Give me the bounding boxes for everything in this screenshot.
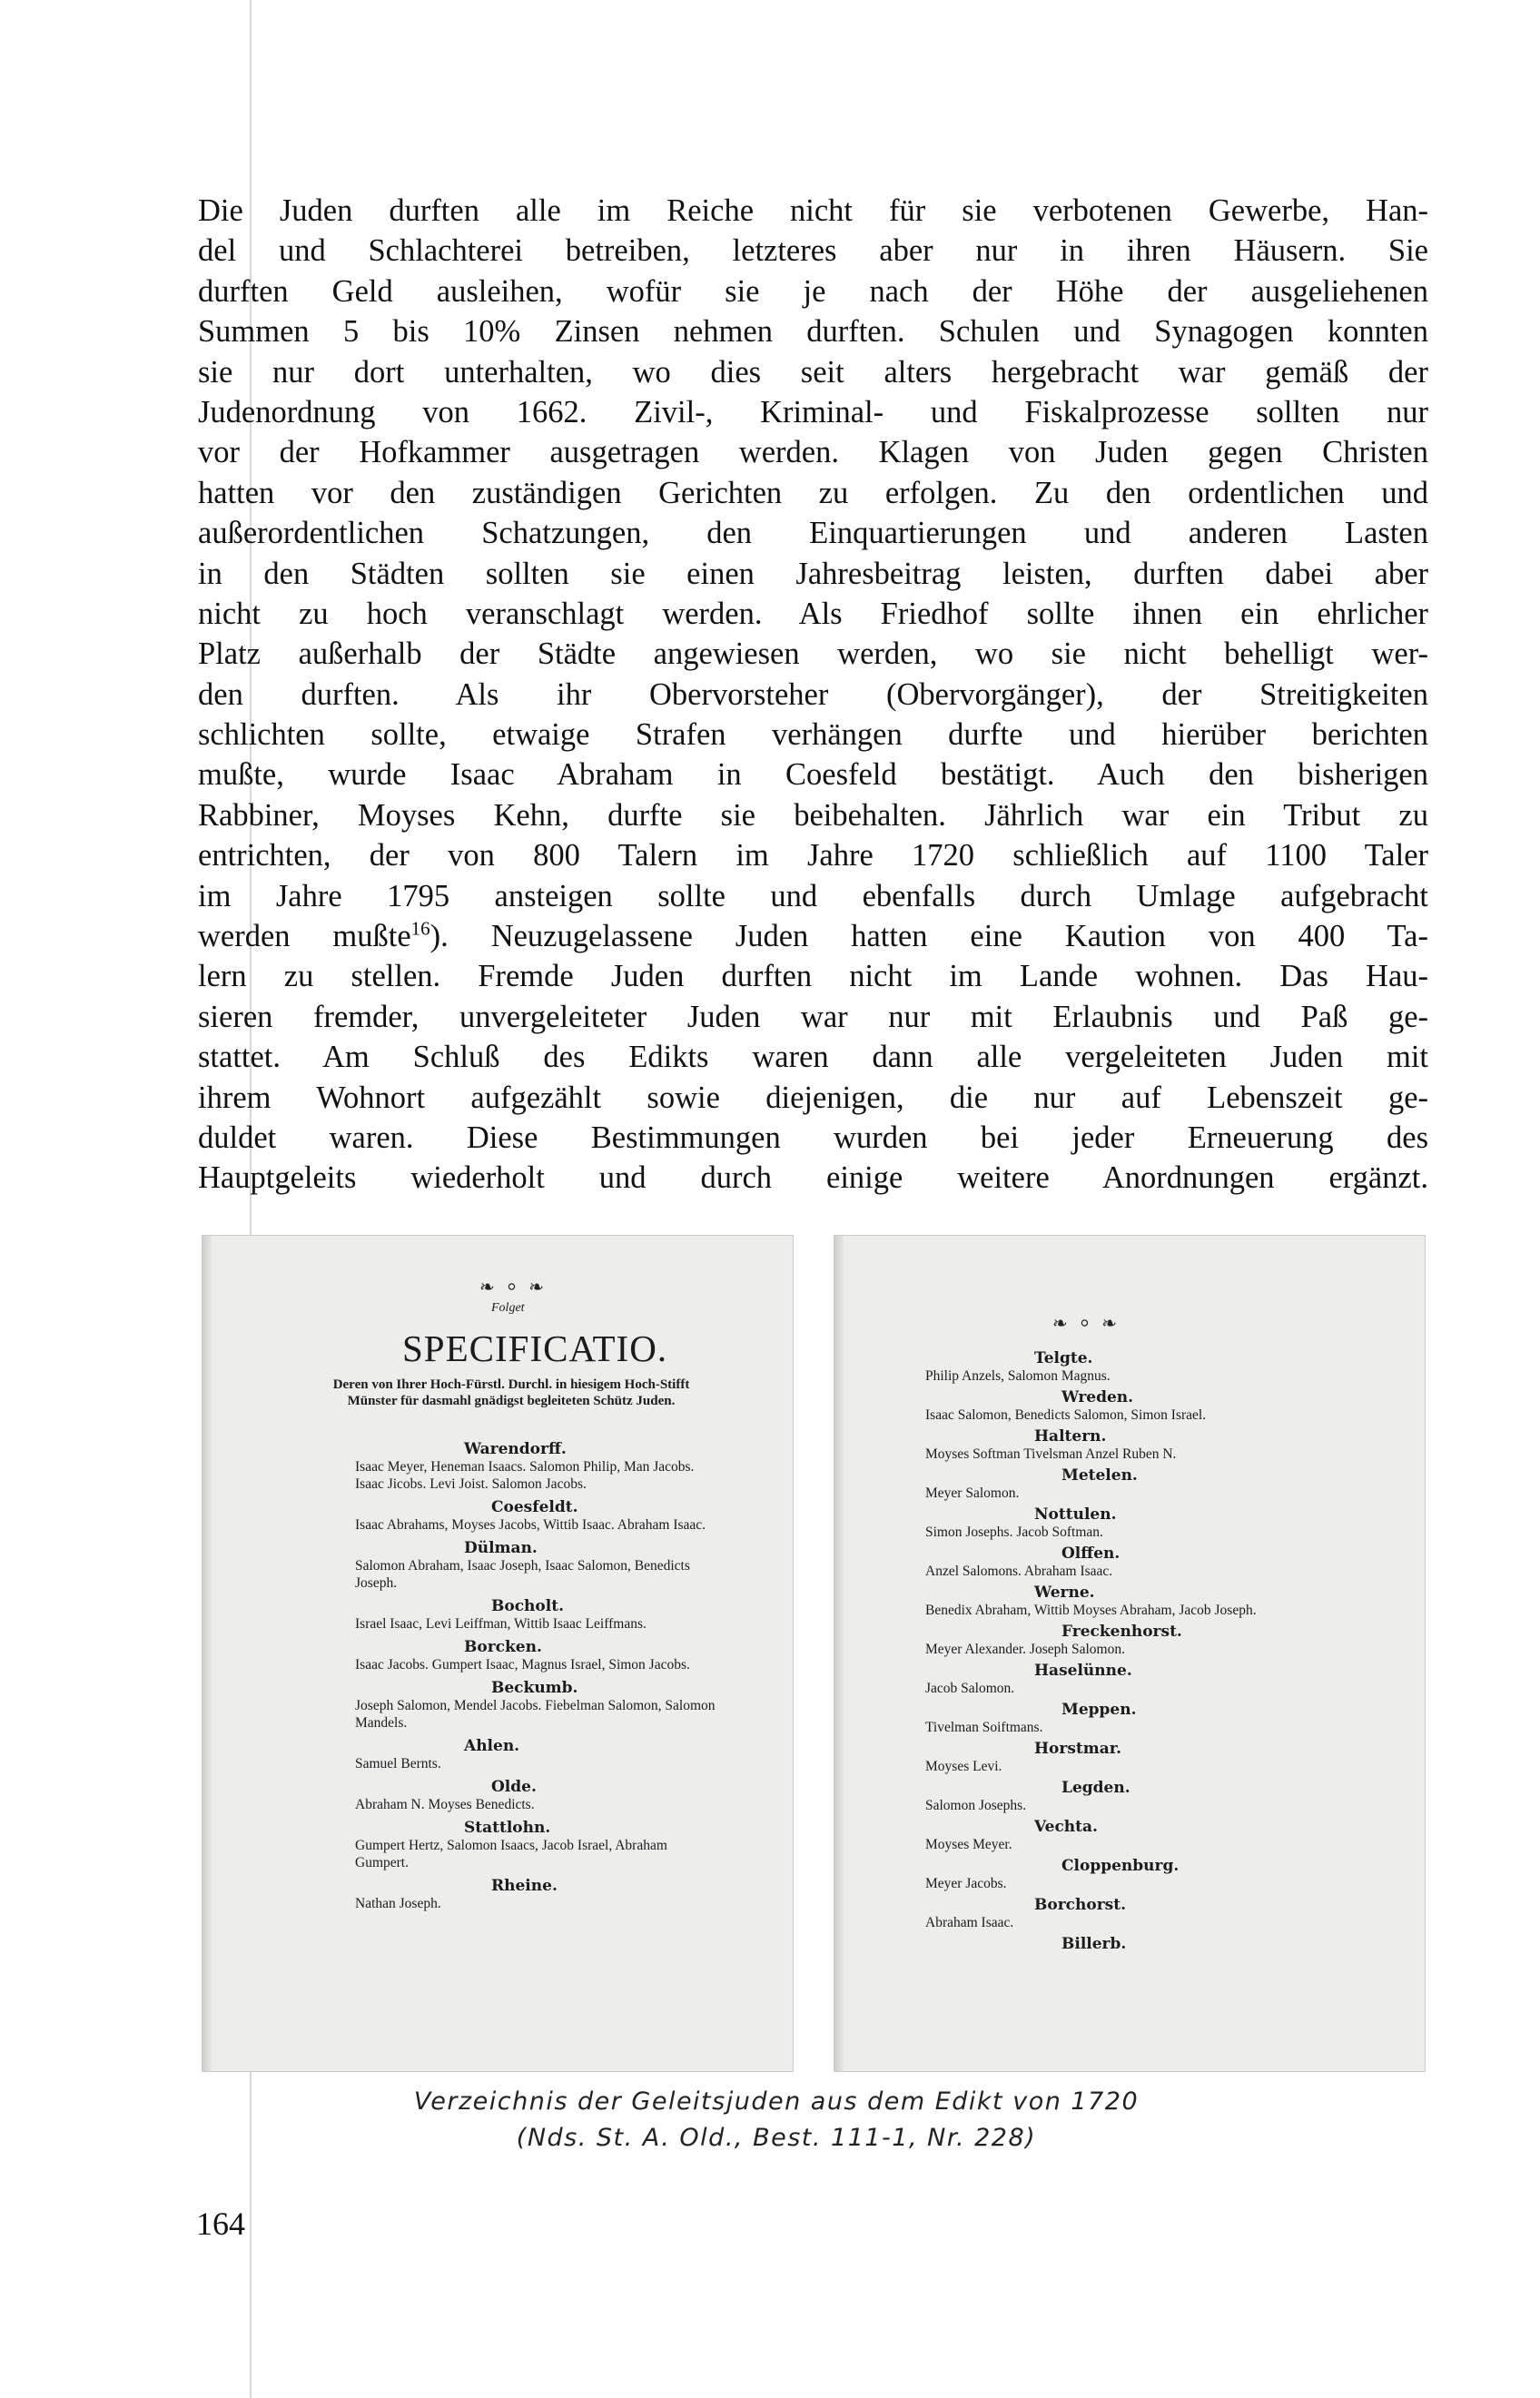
scan-entry-names: Meyer Salomon. bbox=[925, 1485, 1020, 1501]
specificatio-title: SPECIFICATIO. bbox=[402, 1327, 668, 1369]
body-line: Die Juden durften alle im Reiche nicht für sie verbotenen Gewerbe, Han- bbox=[198, 193, 1428, 228]
body-line: im Jahre 1795 ansteigen sollte und ebenfalls durch Umlage aufgebracht bbox=[198, 878, 1428, 913]
body-line: mußte, wurde Isaac Abraham in Coesfeld bestätigt. Auch den bisherigen bbox=[198, 757, 1428, 793]
scan-entry-names: Salomon Abraham, Isaac Joseph, Isaac Salomon, Benedicts Joseph. bbox=[355, 1558, 690, 1591]
page-number: 164 bbox=[196, 2206, 245, 2242]
scan-entry bbox=[355, 1679, 718, 1732]
scan-entry-names: Isaac Salomon, Benedicts Salomon, Simon Israel. bbox=[925, 1407, 1207, 1423]
scan-entry-place: Freckenhorst. bbox=[1061, 1623, 1182, 1641]
scan-entry-names: Israel Isaac, Levi Leiffman, Wittib Isaac Leiffmans. bbox=[355, 1616, 647, 1632]
scan-entry-place: Vechta. bbox=[1034, 1818, 1098, 1836]
specificatio-subtitle: Deren von Ihrer Hoch-Fürstl. Durchl. in hiesigem Hoch-Stifft Münster für dasmahl gnädigst begleiteten Schütz Juden. bbox=[332, 1377, 690, 1408]
scan-entry-names: Moyses Softman Tivelsman Anzel Ruben N. bbox=[925, 1446, 1177, 1462]
scan-entry-names: Tivelman Soiftmans. bbox=[925, 1720, 1043, 1735]
body-line-text: werden mußte bbox=[198, 919, 411, 954]
scan-entry bbox=[925, 1544, 1298, 1580]
scan-entry-place: Bocholt. bbox=[491, 1597, 564, 1615]
scan-entry-names: Isaac Jacobs. Gumpert Isaac, Magnus Israel, Simon Jacobs. bbox=[355, 1657, 690, 1673]
body-line: del und Schlachterei betreiben, letzteres aber nur in ihren Häusern. Sie bbox=[198, 233, 1428, 269]
scan-entry bbox=[355, 1819, 718, 1871]
scan-entry bbox=[355, 1440, 718, 1493]
scan-entry bbox=[355, 1597, 718, 1633]
scan-entry-names: Isaac Meyer, Heneman Isaacs. Salomon Philip, Man Jacobs. Isaac Jicobs. Levi Joist. Salomon Jacobs. bbox=[355, 1459, 695, 1492]
body-line: in den Städten sollten sie einen Jahresbeitrag leisten, durften dabei aber bbox=[198, 556, 1428, 591]
scan-image-right bbox=[834, 1235, 1426, 2072]
scan-entry bbox=[925, 1896, 1298, 1931]
scan-entry-names: Anzel Salomons. Abraham Isaac. bbox=[925, 1564, 1113, 1579]
scan-entry-names: Isaac Abrahams, Moyses Jacobs, Wittib Isaac. Abraham Isaac. bbox=[355, 1517, 706, 1533]
scan-entry-names: Meyer Jacobs. bbox=[925, 1876, 1007, 1891]
scan-entry bbox=[355, 1737, 718, 1772]
scan-entry-place: Warendorff. bbox=[464, 1440, 567, 1458]
scan-entry bbox=[355, 1638, 718, 1673]
scan-entry-place: Dülman. bbox=[464, 1539, 538, 1557]
scan-entry-names: Abraham N. Moyses Benedicts. bbox=[355, 1797, 535, 1812]
body-line bbox=[198, 916, 1428, 956]
body-line: Platz außerhalb der Städte angewiesen werden, wo sie nicht behelligt wer- bbox=[198, 637, 1428, 672]
scan-image-left bbox=[202, 1235, 794, 2072]
scan-entry-place: Olde. bbox=[491, 1778, 537, 1796]
scan-entry bbox=[925, 1818, 1298, 1853]
scan-entry-place: Rheine. bbox=[491, 1877, 558, 1895]
scan-entry-place: Haselünne. bbox=[1034, 1662, 1132, 1680]
ornament: ❧ ⸰ ❧ bbox=[479, 1278, 548, 1298]
body-line: sieren fremder, unvergeleiteter Juden war nur mit Erlaubnis und Paß ge- bbox=[198, 999, 1428, 1034]
body-line: vor der Hofkammer ausgetragen werden. Klagen von Juden gegen Christen bbox=[198, 435, 1428, 470]
body-line: duldet waren. Diese Bestimmungen wurden bei jeder Erneuerung des bbox=[198, 1120, 1428, 1155]
scan-entry bbox=[925, 1584, 1298, 1619]
scan-entry-place: Horstmar. bbox=[1034, 1740, 1122, 1758]
scan-entry bbox=[925, 1466, 1298, 1502]
scan-entry-names: Nathan Joseph. bbox=[355, 1896, 441, 1911]
scan-entry bbox=[355, 1778, 718, 1813]
scan-entry bbox=[355, 1498, 718, 1534]
scan-entry bbox=[925, 1779, 1298, 1814]
body-line: nicht zu hoch veranschlagt werden. Als Friedhof sollte ihnen ein ehrlicher bbox=[198, 596, 1428, 631]
ornament: ❧ ⸰ ❧ bbox=[1052, 1314, 1120, 1334]
scan-edge bbox=[202, 1236, 212, 2071]
scan-entry bbox=[925, 1857, 1298, 1892]
body-line: außerordentlichen Schatzungen, den Einquartierungen und anderen Lasten bbox=[198, 516, 1428, 551]
scan-entry bbox=[925, 1701, 1298, 1736]
body-line: Rabbiner, Moyses Kehn, durfte sie beibehalten. Jährlich war ein Tribut zu bbox=[198, 797, 1428, 833]
scan-entry bbox=[355, 1877, 718, 1912]
scan-entry-place: Stattlohn. bbox=[464, 1819, 551, 1837]
body-line: Hauptgeleits wiederholt und durch einige weitere Anordnungen ergänzt. bbox=[198, 1160, 1428, 1196]
body-text bbox=[198, 191, 1428, 1199]
body-line: ihrem Wohnort aufgezählt sowie diejenigen, die nur auf Lebenszeit ge- bbox=[198, 1080, 1428, 1115]
scan-entry-names: Joseph Salomon, Mendel Jacobs. Fiebelman Salomon, Salomon Mandels. bbox=[355, 1698, 716, 1731]
scan-entry-place: Cloppenburg. bbox=[1061, 1857, 1180, 1875]
scan-entry-names: Simon Josephs. Jacob Softman. bbox=[925, 1525, 1103, 1540]
scan-entry bbox=[925, 1388, 1298, 1424]
scan-entry-names: Philip Anzels, Salomon Magnus. bbox=[925, 1368, 1111, 1384]
scan-entry-names: Meyer Alexander. Joseph Salomon. bbox=[925, 1642, 1125, 1657]
scan-entry-place: Olffen. bbox=[1061, 1544, 1120, 1563]
body-line: sie nur dort unterhalten, wo dies seit alters hergebracht war gemäß der bbox=[198, 354, 1428, 390]
scan-entry bbox=[925, 1662, 1298, 1697]
scan-entry-place: Coesfeldt. bbox=[491, 1498, 578, 1516]
body-line-text: ). Neuzugelassene Juden hatten eine Kaution von 400 Ta- bbox=[429, 919, 1428, 954]
scan-entry-place: Borcken. bbox=[464, 1638, 542, 1656]
scan-entry-place: Metelen. bbox=[1061, 1466, 1138, 1485]
scan-entry-place: Meppen. bbox=[1061, 1701, 1137, 1719]
scan-entry-names: Gumpert Hertz, Salomon Isaacs, Jacob Israel, Abraham Gumpert. bbox=[355, 1838, 667, 1870]
body-line: den durften. Als ihr Obervorsteher (Obervorgänger), der Streitigkeiten bbox=[198, 676, 1428, 712]
body-line: durften Geld ausleihen, wofür sie je nach der Höhe der ausgeliehenen bbox=[198, 273, 1428, 309]
scan-entry bbox=[355, 1539, 718, 1592]
body-line: hatten vor den zuständigen Gerichten zu erfolgen. Zu den ordentlichen und bbox=[198, 475, 1428, 510]
folget-label: Folget bbox=[491, 1301, 525, 1315]
caption-line-1: Verzeichnis der Geleitsjuden aus dem Edikt von 1720 bbox=[413, 2087, 1140, 2116]
scan-entry bbox=[925, 1935, 1298, 1953]
scan-entry-place: Telgte. bbox=[1034, 1349, 1093, 1367]
scan-edge bbox=[834, 1236, 844, 2071]
body-line: Summen 5 bis 10% Zinsen nehmen durften. Schulen und Synagogen konnten bbox=[198, 314, 1428, 350]
scan-entry-place: Werne. bbox=[1034, 1584, 1095, 1602]
scan-entry-place: Nottulen. bbox=[1034, 1505, 1117, 1524]
scan-entry-place: Wreden. bbox=[1061, 1388, 1134, 1406]
caption-line-2: (Nds. St. A. Old., Best. 111-1, Nr. 228) bbox=[516, 2124, 1037, 2152]
right-entry-list bbox=[925, 1349, 1298, 1957]
body-line: schlichten sollte, etwaige Strafen verhängen durfte und hierüber berichten bbox=[198, 717, 1428, 753]
scan-entry-place: Borchorst. bbox=[1034, 1896, 1127, 1914]
body-line: Judenordnung von 1662. Zivil-, Kriminal- und Fiskalprozesse sollten nur bbox=[198, 394, 1428, 429]
body-line: stattet. Am Schluß des Edikts waren dann alle vergeleiteten Juden mit bbox=[198, 1040, 1428, 1075]
scan-entry-place: Legden. bbox=[1061, 1779, 1130, 1797]
scan-entry-place: Billerb. bbox=[1061, 1935, 1127, 1953]
scan-entry-names: Moyses Levi. bbox=[925, 1759, 1002, 1774]
scan-entry bbox=[925, 1740, 1298, 1775]
scan-entry-names: Samuel Bernts. bbox=[355, 1756, 441, 1771]
scan-entry-names: Abraham Isaac. bbox=[925, 1915, 1014, 1930]
scan-entry-place: Haltern. bbox=[1034, 1427, 1107, 1446]
body-line: lern zu stellen. Fremde Juden durften nicht im Lande wohnen. Das Hau- bbox=[198, 959, 1428, 994]
scan-entry bbox=[925, 1505, 1298, 1541]
body-line: entrichten, der von 800 Talern im Jahre 1720 schließlich auf 1100 Taler bbox=[198, 838, 1428, 873]
left-entry-list bbox=[355, 1440, 718, 1918]
scan-entry-names: Salomon Josephs. bbox=[925, 1798, 1027, 1813]
scan-entry-names: Jacob Salomon. bbox=[925, 1681, 1015, 1696]
scan-entry-names: Moyses Meyer. bbox=[925, 1837, 1012, 1852]
figure-caption bbox=[272, 2084, 1280, 2156]
scan-entry bbox=[925, 1623, 1298, 1658]
scan-entry bbox=[925, 1427, 1298, 1463]
scan-entry-place: Beckumb. bbox=[491, 1679, 578, 1697]
scan-entry-names: Benedix Abraham, Wittib Moyses Abraham, Jacob Joseph. bbox=[925, 1603, 1257, 1618]
scan-entry-place: Ahlen. bbox=[464, 1737, 520, 1755]
scan-entry bbox=[925, 1349, 1298, 1385]
footnote-reference[interactable]: 16 bbox=[410, 917, 430, 940]
